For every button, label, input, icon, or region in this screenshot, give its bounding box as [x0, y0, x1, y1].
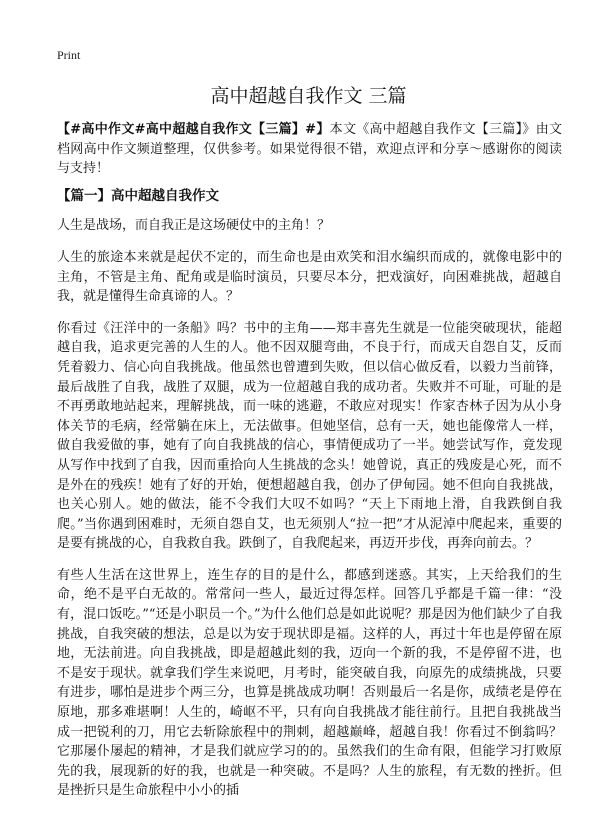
- body-paragraph-4: 有些人生活在这世界上，连生存的目的是什么，都感到迷惑。其实，上天给我们的生命，绝不是平白无故的。常常问一些人，最近过得怎样。回答几乎都是千篇一律：“没有，混口饭吃。”“还是小职员一个。”为什么他们总是如此说呢？那是因为他们缺少了自我挑战，自我突破的想法，总是以为安于现状即是福。这样的人，再过十年也是停留在原地，无法前进。向自我挑战，即是超越此刻的我，迈向一个新的我，不是停留不进，也不是安于现状。就拿我们学生来说吧，月考时，能突破自我，向原先的成绩挑战，只要有进步，哪怕是进步个两三分，也算是挑战成功啊！否则最后一名是你，成绩老是停在原地，那多难堪啊！人生的，崎岖不平，只有向自我挑战才能往前行。且把自我挑战当成一把锐利的刀，用它去斩除旅程中的荆刺，超越巅峰，超越自我！你看过不倒翁吗？它那屡仆屡起的精神，才是我们就应学习的的。虽然我们的生命有限，但能学习打败原先的我，展现新的好的我，也就是一种突破。不是吗？人生的旅程，有无数的挫折。但是挫折只是生命旅程中小小的插: [57, 567, 562, 799]
- document-body: [57, 120, 562, 813]
- section-heading-1: 【篇一】高中超越自我作文: [57, 187, 219, 204]
- intro-paragraph: [57, 120, 562, 179]
- print-link[interactable]: Print: [57, 48, 81, 62]
- intro-bold-lead: 【#高中作文#高中超越自我作文【三篇】#】: [57, 122, 330, 137]
- body-paragraph-1: 人生是战场，而自我正是这场硬仗中的主角！？: [57, 218, 331, 234]
- body-paragraph-2: 人生的旅途本来就是起伏不定的，而生命也是由欢笑和泪水编织而成的，就像电影中的主角，不管是主角、配角或是临时演员，只要尽本分，把戏演好，向困难挑战，超越自我，就是懂得生命真谛的人。？: [57, 249, 562, 305]
- document-title: 高中超越自我作文 三篇: [210, 85, 407, 107]
- body-paragraph-3: 你看过《汪洋中的一条船》吗？书中的主角——郑丰喜先生就是一位能突破现状，能超越自我，追求更完善的人生的人。他不因双腿弯曲，不良于行，而成天自怨自艾，反而凭着毅力、信心向自我挑战。他虽然也曾遭到失败，但以信心做反看，以毅力当前锋，最后战胜了自我，战胜了双腿，成为一位超越自我的成功者。失败并不可耻，可耻的是不再勇敢地站起来，理解挑战，而一味的逃避，不敢应对现实！作家杏林子因为从小身体关节的毛病，经常躺在床上，无法做事。但她坚信，总有一天，她也能像常人一样，做自我爱做的事，她有了向自我挑战的信心，事情便成功了一半。她尝试写作，竟发现从写作中找到了自我，因而重拾向人生挑战的念头！她曾说，真正的残废是心死，而不是外在的残疾！她有了好的开始，便想超越自我，创办了伊甸园。她不但向自我挑战，也关心别人。她的做法，能不令我们大叹不如吗？“天上下雨地上滑，自我跌倒自我爬。”当你遇到困难时，无须自怨自艾，也无须别人“拉一把”才从泥淖中爬起来，重要的是要有挑战的心，自我救自我。跌倒了，自我爬起来，再迈开步伐，再奔向前去。？: [57, 320, 562, 552]
- intro-text: 本文《高中超越自我作文【三篇】》由文档网高中作文频道整理，仅供参考。如果觉得很不错，欢迎点评和分享～感谢你的阅读与支持！: [57, 122, 562, 177]
